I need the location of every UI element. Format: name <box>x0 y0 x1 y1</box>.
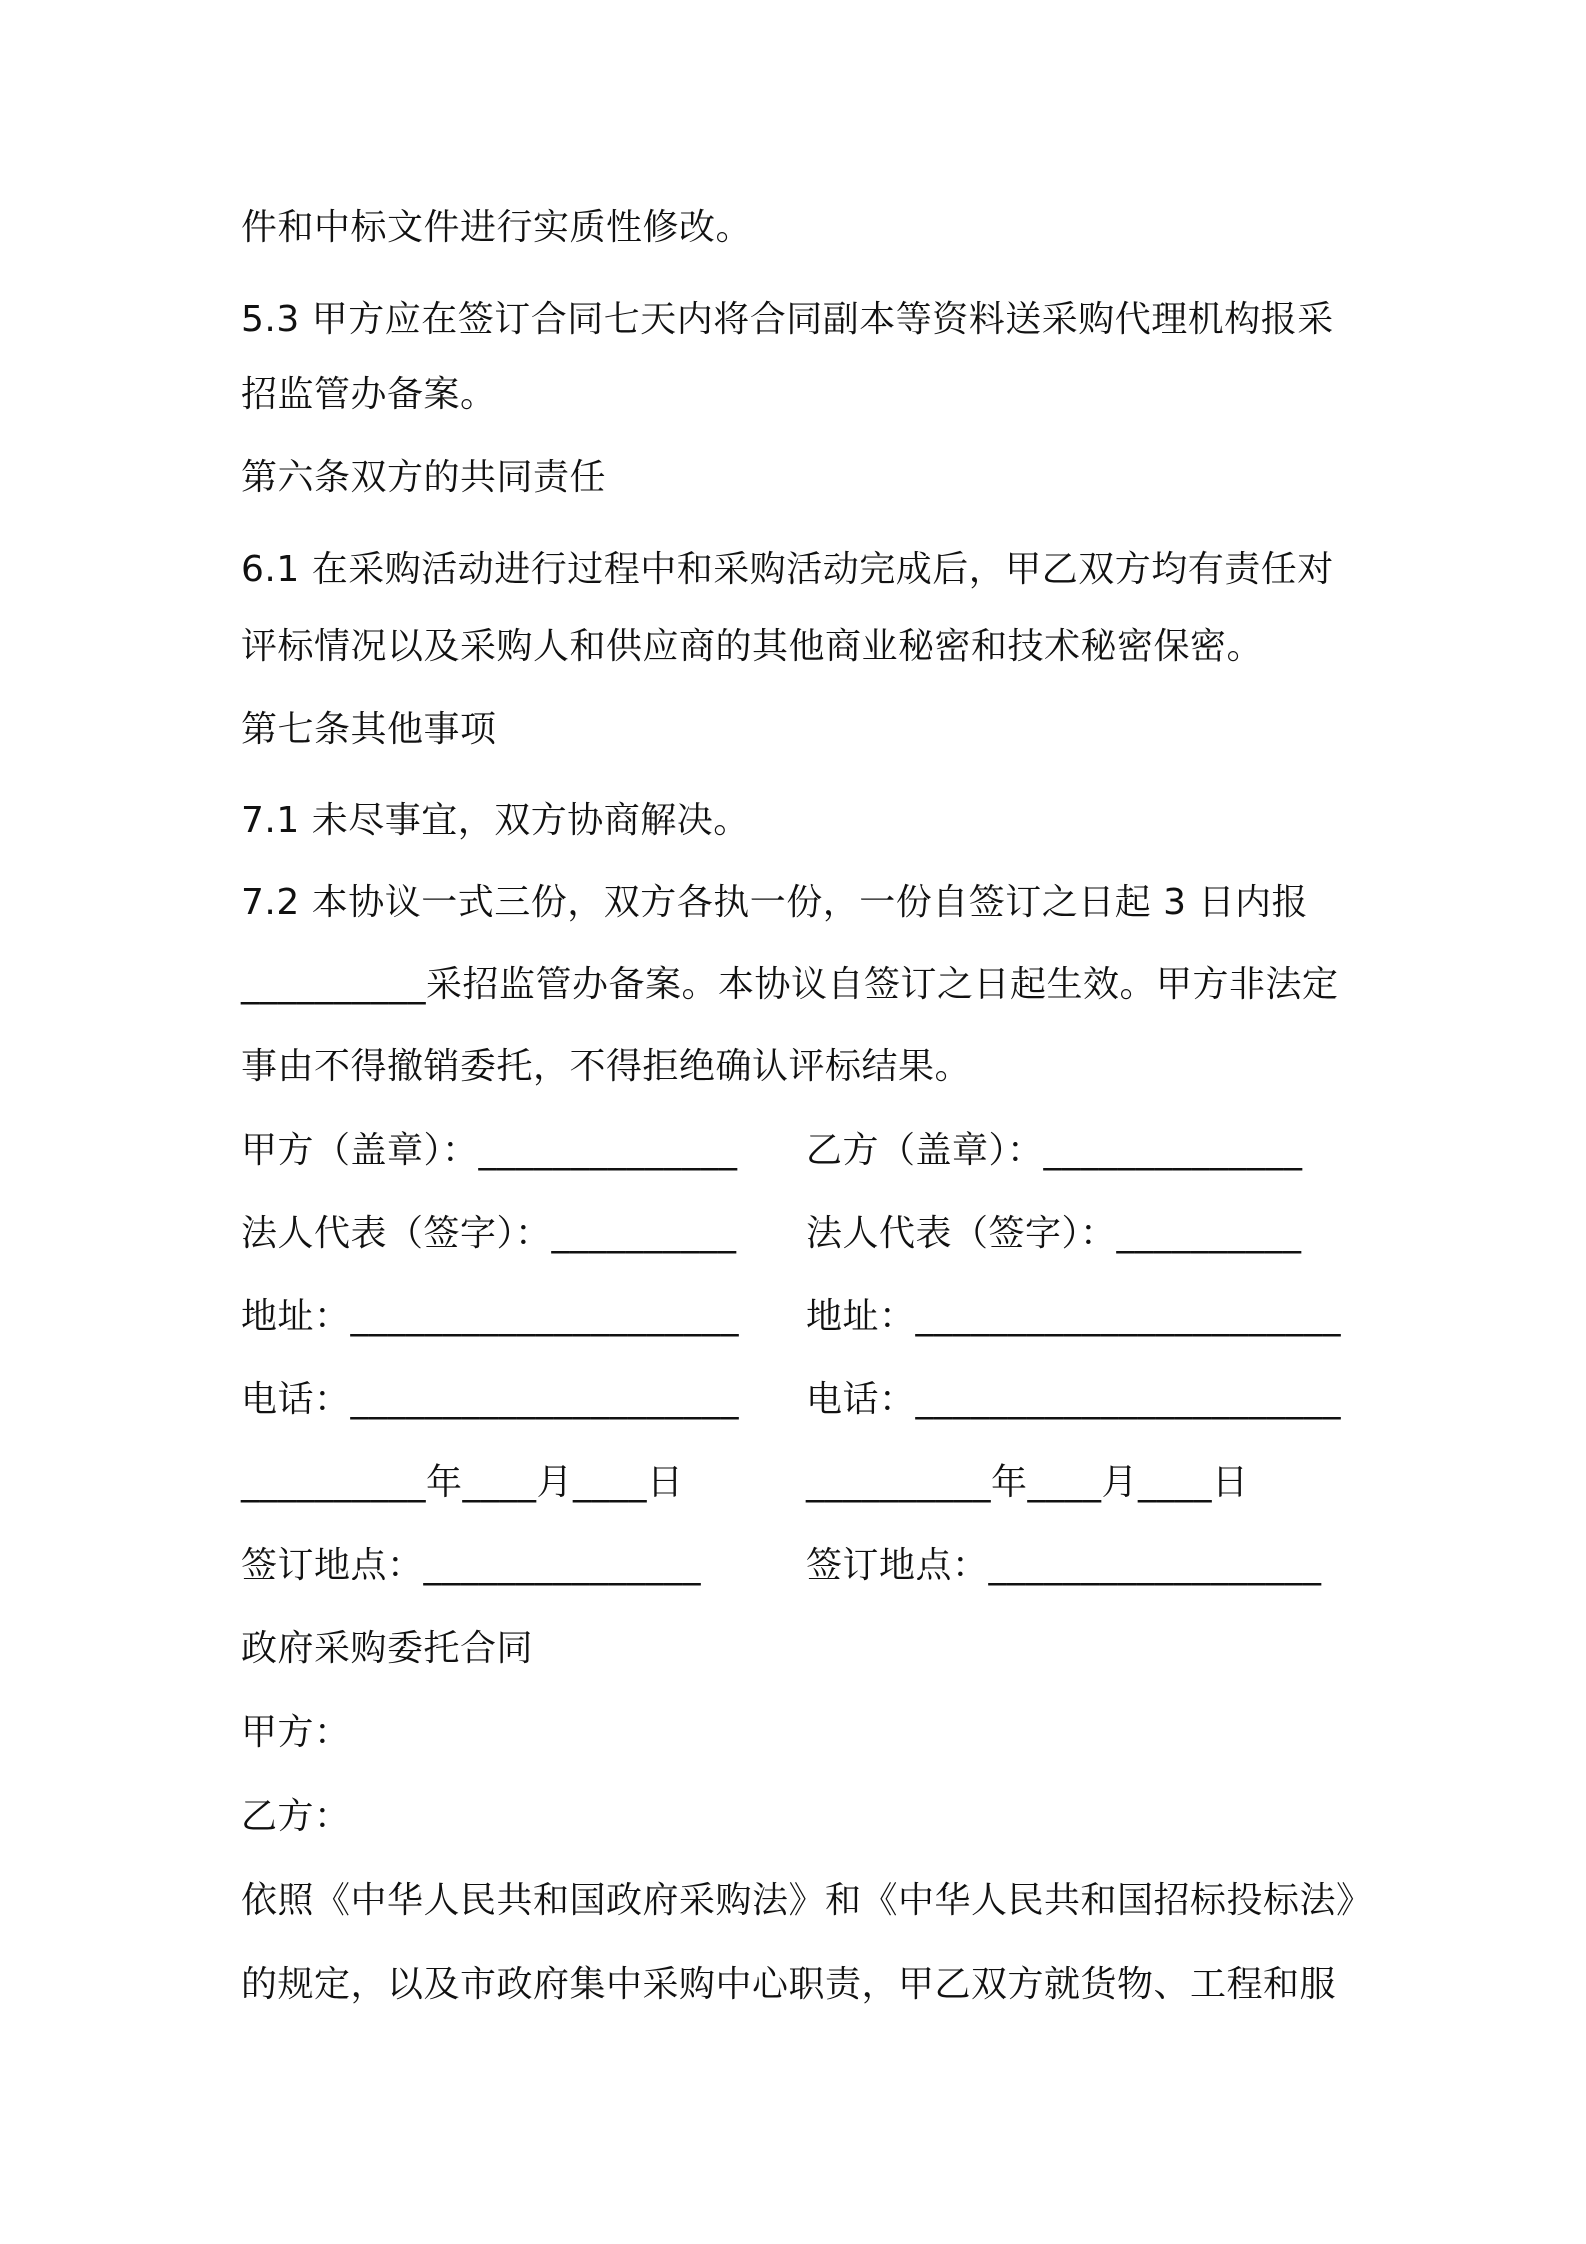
party-a-representative: 法人代表（签字）：__________ <box>241 1213 737 1254</box>
text-line: 评标情况以及采购人和供应商的其他商业秘密和技术秘密保密。 <box>241 626 1264 667</box>
party-a-signing-place: 签订地点：_______________ <box>241 1545 702 1586</box>
text-line: 事由不得撤销委托，不得拒绝确认评标结果。 <box>241 1046 972 1087</box>
party-b-representative: 法人代表（签字）：__________ <box>806 1213 1302 1254</box>
party-b-date: __________年____月____日 <box>806 1462 1249 1503</box>
party-a-seal: 甲方（盖章）：______________ <box>241 1130 738 1171</box>
party-b-phone: 电话：_______________________ <box>806 1379 1342 1420</box>
party-b-label: 乙方： <box>241 1796 351 1837</box>
text-line: 招监管办备案。 <box>241 374 497 415</box>
clause-6-1: 6.1 在采购活动进行过程中和采购活动完成后，甲乙双方均有责任对 <box>241 549 1334 590</box>
party-a-phone: 电话：_____________________ <box>241 1379 740 1420</box>
clause-7-2: 7.2 本协议一式三份，双方各执一份，一份自签订之日起 3 日内报 <box>241 882 1308 923</box>
party-b-signing-place: 签订地点：__________________ <box>806 1545 1322 1586</box>
contract-title: 政府采购委托合同 <box>241 1628 534 1669</box>
party-b-seal: 乙方（盖章）：______________ <box>806 1130 1303 1171</box>
preamble-line: 依照《中华人民共和国政府采购法》和《中华人民共和国招标投标法》 <box>241 1880 1373 1921</box>
party-a-address: 地址：_____________________ <box>241 1296 740 1337</box>
party-b-address: 地址：_______________________ <box>806 1296 1342 1337</box>
preamble-line: 的规定，以及市政府集中采购中心职责，甲乙双方就货物、工程和服 <box>241 1964 1337 2005</box>
party-a-date: __________年____月____日 <box>241 1462 684 1503</box>
text-line: __________采招监管办备案。本协议自签订之日起生效。甲方非法定 <box>241 964 1339 1005</box>
article-7-heading: 第七条其他事项 <box>241 709 497 750</box>
clause-7-1: 7.1 未尽事宜，双方协商解决。 <box>241 800 750 841</box>
party-a-label: 甲方： <box>241 1712 351 1753</box>
clause-5-3: 5.3 甲方应在签订合同七天内将合同副本等资料送采购代理机构报采 <box>241 299 1334 340</box>
text-line: 件和中标文件进行实质性修改。 <box>241 207 753 248</box>
article-6-heading: 第六条双方的共同责任 <box>241 457 607 498</box>
